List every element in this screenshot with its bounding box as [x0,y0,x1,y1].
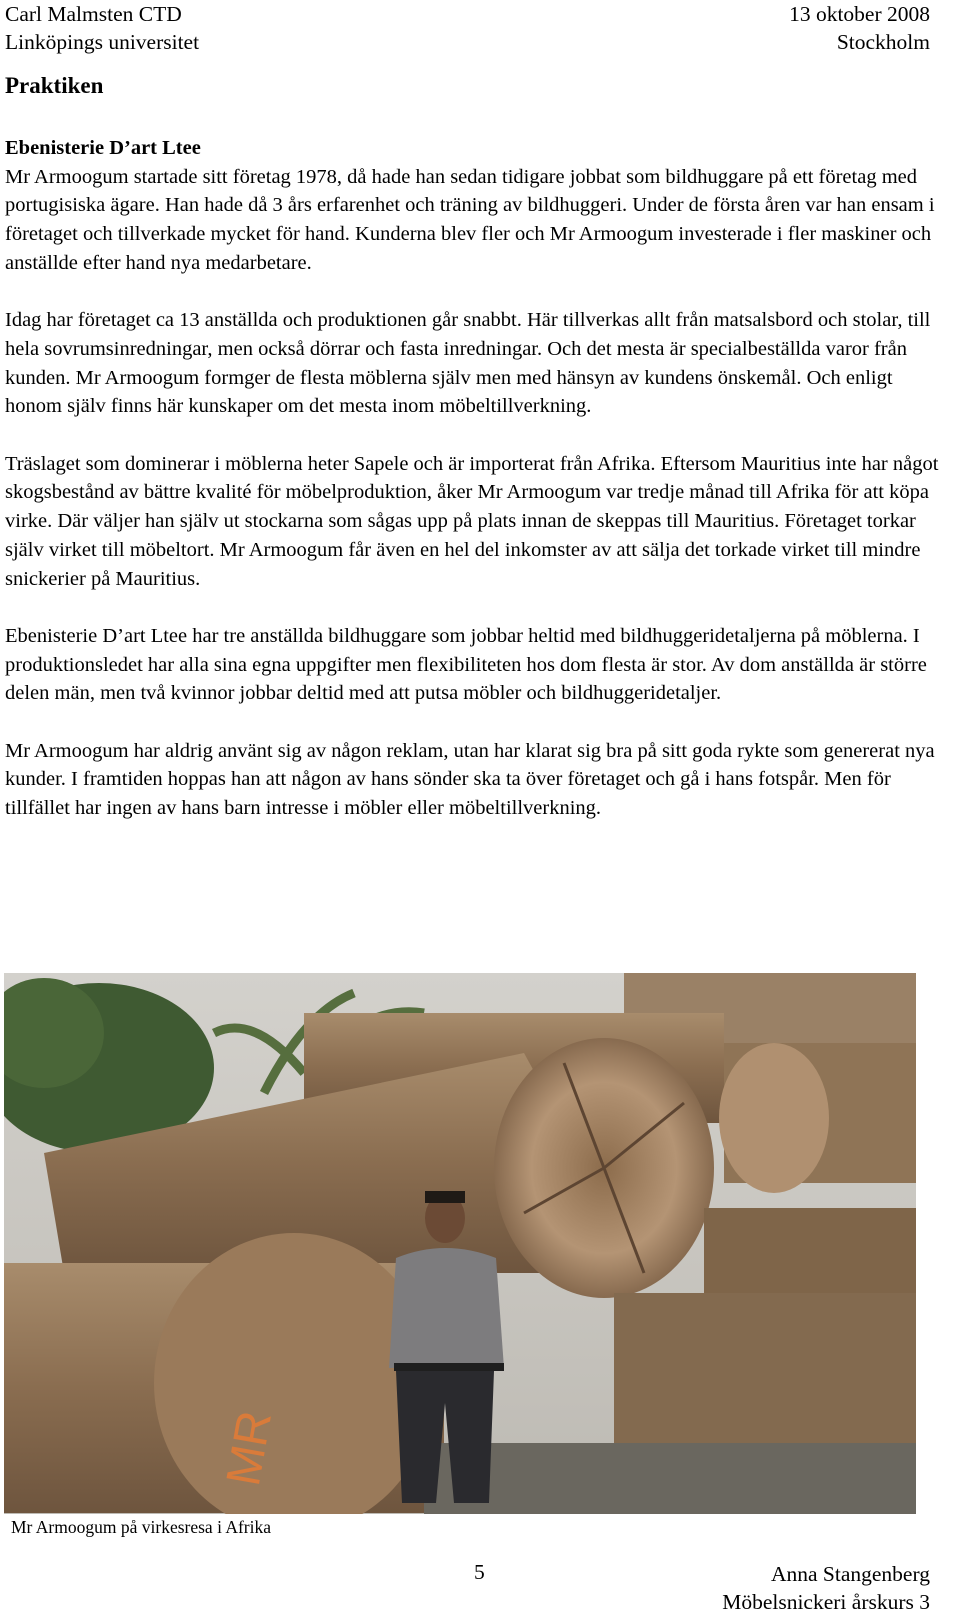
company-subheading: Ebenisterie D’art Ltee [5,137,201,159]
section-title: Praktiken [5,73,104,98]
footer-program: Möbelsnickeri årskurs 3 [722,1590,930,1614]
header-location: Stockholm [836,30,930,54]
header-university: Linköpings universitet [5,30,200,54]
body-text [5,134,940,852]
paragraph-history: Mr Armoogum startade sitt företag 1978, då hade han sedan tidigare jobbat som bildhuggare på ett företag med portugisiska ägare. Han hade då 3 års erfarenhet och träning av bildhuggeri. Under de första åren var han ensam i företaget och tillverkade mycket för hand. Kunderna blev fler och Mr Armoogum investerade i fler maskiner och anställde efter hand nya medarbetare. [5,165,935,274]
photo-man-with-logs [4,973,916,1514]
paragraph-production: Idag har företaget ca 13 anställda och produktionen går snabbt. Här tillverkas allt från matsalsbord och stolar, till hela sovrumsinredningar, men också dörrar och fasta inredningar. Och det mesta är specialbeställda varor från kunden. Mr Armoogum formger de flesta möblerna själv men med hänsyn av kundens önskemål. Och enligt honom själv finns här kunskaper om det mesta inom möbeltillverkning. [5,309,931,418]
man-belt [394,1363,504,1371]
header-institution: Carl Malmsten CTD [5,2,182,26]
man-shirt [389,1248,504,1368]
ground [424,1443,916,1514]
paragraph-employees: Ebenisterie D’art Ltee har tre anställda bildhuggare som jobbar heltid med bildhuggeridetaljerna på möblerna. I produktionsledet har alla sina egna uppgifter men flexibiliteten hos dom flesta är stor. Av dom anställda är större delen män, men två kvinnor jobbar deltid med att putsa möbler och bildhuggeridetaljer. [5,624,927,705]
header-date: 13 oktober 2008 [789,2,930,26]
footer-right [722,1560,930,1616]
header-left [5,0,199,56]
man-hair [425,1191,465,1203]
page-number: 5 [474,1560,485,1584]
footer-author: Anna Stangenberg [770,1562,930,1586]
photo-caption: Mr Armoogum på virkesresa i Afrika [11,1517,272,1537]
header-right [789,0,930,56]
paragraph-wood: Träslaget som dominerar i möblerna heter Sapele och är importerat från Afrika. Eftersom Mauritius inte har något skogsbestånd av bättre kvalité för möbelproduktion, åker Mr Armoogum var tredje månad till Afrika för att köpa virke. Där väljer han själv ut stockarna som sågas upp på plats innan de skeppas till Mauritius. Företaget torkar själv virket till möbeltort. Mr Armoogum får även en hel del inkomster av att sälja det torkade virket till mindre snickerier på Mauritius. [5,452,939,590]
paragraph-future: Mr Armoogum har aldrig använt sig av någon reklam, utan har klarat sig bra på sitt goda rykte som genererat nya kunder. I framtiden hoppas han att någon av hans sönder ska ta över företaget och gå i hans fotspår. Men för tillfället har ingen av hans barn intresse i möbler eller möbeltillverkning. [5,739,935,820]
log-marking: MR [216,1406,283,1490]
log-right-upper-end [719,1043,829,1193]
